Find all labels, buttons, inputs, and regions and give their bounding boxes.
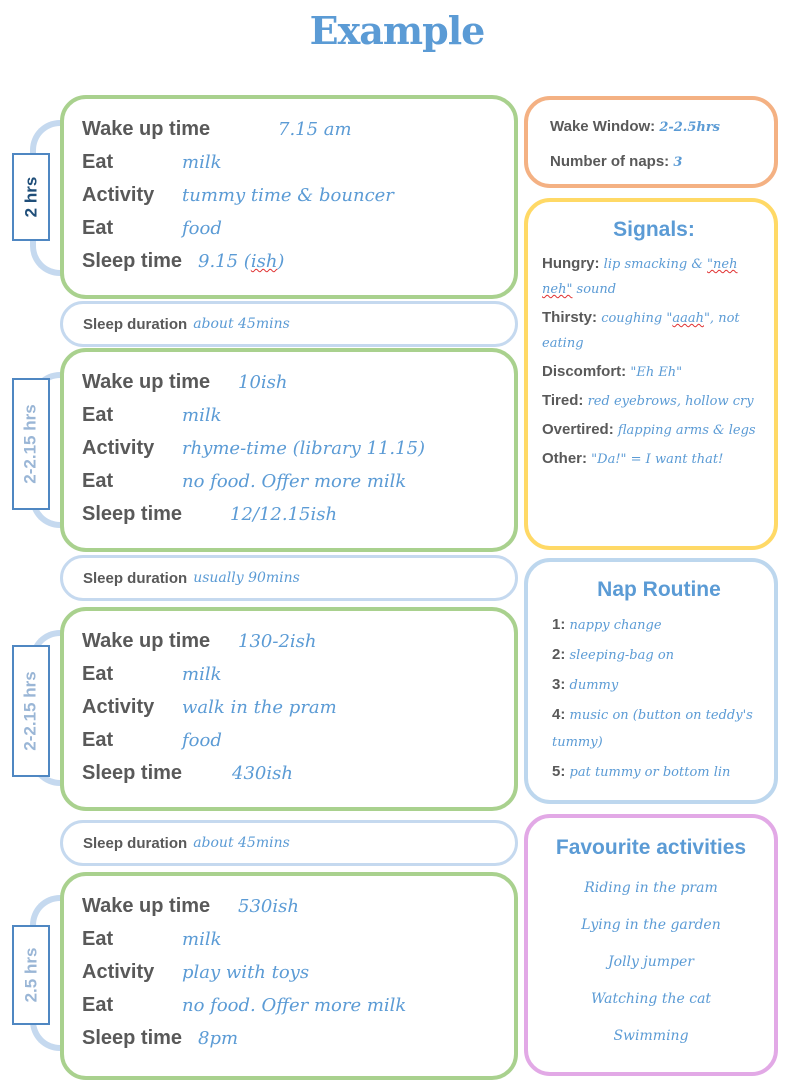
wake-value: 7.15 am [278, 119, 352, 140]
sleep-value: 12/12.15ish [230, 504, 338, 525]
activity-label: Activity [82, 437, 155, 459]
eat-value: food [182, 730, 222, 751]
sleep-duration-bar: Sleep duration about 45mins [60, 820, 518, 866]
sleep-label: Sleep time [82, 503, 183, 525]
wake-window-panel [524, 96, 778, 188]
favourite-item: Jolly jumper [608, 954, 694, 970]
signal-item: Thirsty: coughing "aaah", not eating [542, 309, 740, 351]
page-title: Example [309, 8, 485, 53]
eat-label: Eat [82, 404, 114, 426]
wake-window-line: Wake Window: 2-2.5hrs [550, 118, 720, 135]
sleep-label: Sleep time [82, 762, 183, 784]
signals-title: Signals: [613, 218, 695, 241]
eat-value: milk [182, 664, 222, 685]
eat-label: Eat [82, 217, 114, 239]
activity-value: rhyme-time (library 11.15) [182, 438, 426, 459]
activity-label: Activity [82, 696, 155, 718]
activity-value: walk in the pram [182, 697, 337, 718]
sleep-label: Sleep time [82, 1027, 183, 1049]
favourite-activities-panel [524, 814, 778, 1076]
interval-label: 2 hrs [12, 153, 50, 241]
sleep-duration-bar: Sleep duration about 45mins [60, 301, 518, 347]
sleep-value: 9.15 (ish) [198, 251, 285, 272]
activity-value: tummy time & bouncer [182, 185, 394, 206]
signal-item: Tired: red eyebrows, hollow cry [542, 392, 754, 409]
wake-value: 10ish [238, 372, 288, 393]
wake-value: 130-2ish [238, 631, 317, 652]
interval-label: 2-2.15 hrs [12, 645, 50, 777]
nap-step: 3: dummy [552, 676, 619, 693]
schedule-block [60, 95, 518, 299]
wake-label: Wake up time [82, 118, 211, 140]
nap-step: 1: nappy change [552, 616, 662, 633]
sleep-value: 8pm [198, 1028, 239, 1049]
eat-label: Eat [82, 151, 114, 173]
favourite-item: Watching the cat [590, 991, 712, 1007]
eat-value: no food. Offer more milk [182, 995, 407, 1016]
eat-label: Eat [82, 994, 114, 1016]
nap-routine-panel [524, 558, 778, 804]
wake-label: Wake up time [82, 630, 211, 652]
eat-label: Eat [82, 729, 114, 751]
favourite-item: Lying in the garden [581, 917, 721, 933]
favourite-item: Swimming [613, 1028, 689, 1044]
eat-label: Eat [82, 928, 114, 950]
eat-value: no food. Offer more milk [182, 471, 407, 492]
favourite-item: Riding in the pram [584, 880, 718, 896]
schedule-block [60, 607, 518, 811]
signal-item: Hungry: lip smacking & "neh neh" sound [542, 255, 738, 297]
eat-value: milk [182, 929, 222, 950]
nap-step: 4: music on (button on teddy's tummy) [552, 706, 753, 750]
activity-value: play with toys [182, 962, 310, 983]
interval-label: 2-2.15 hrs [12, 378, 50, 510]
eat-value: food [182, 218, 222, 239]
naps-count-line: Number of naps: 3 [550, 153, 683, 170]
eat-label: Eat [82, 470, 114, 492]
nap-step: 2: sleeping-bag on [552, 646, 675, 663]
sleep-duration-bar: Sleep duration usually 90mins [60, 555, 518, 601]
nap-routine-title: Nap Routine [597, 578, 721, 601]
favourites-title: Favourite activities [555, 836, 747, 859]
activity-label: Activity [82, 184, 155, 206]
schedule-block [60, 872, 518, 1080]
wake-label: Wake up time [82, 371, 211, 393]
signal-item: Other: "Da!" = I want that! [542, 450, 724, 467]
interval-label: 2.5 hrs [12, 925, 50, 1025]
activity-label: Activity [82, 961, 155, 983]
schedule-block [60, 348, 518, 552]
sleep-value: 430ish [232, 763, 293, 784]
signal-item: Discomfort: "Eh Eh" [542, 363, 683, 380]
wake-label: Wake up time [82, 895, 211, 917]
sleep-label: Sleep time [82, 250, 183, 272]
eat-value: milk [182, 405, 222, 426]
eat-value: milk [182, 152, 222, 173]
wake-value: 530ish [238, 896, 299, 917]
nap-step: 5: pat tummy or bottom lin [552, 763, 731, 780]
signals-panel [524, 198, 778, 550]
eat-label: Eat [82, 663, 114, 685]
signal-item: Overtired: flapping arms & legs [542, 421, 756, 438]
